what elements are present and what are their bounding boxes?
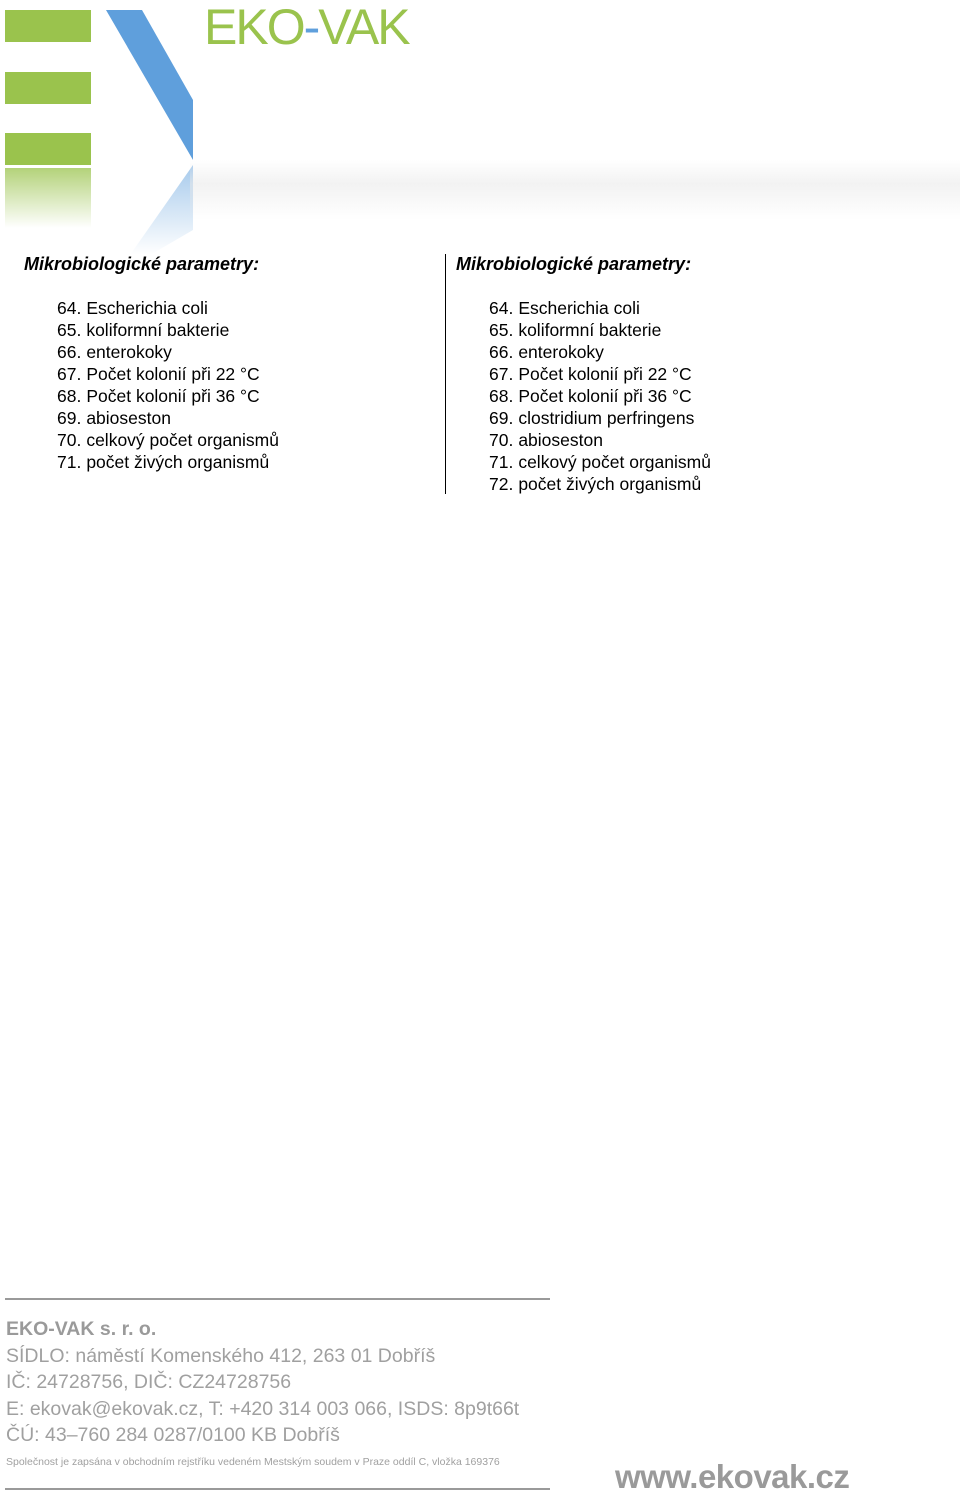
logo-green-bar-reflection [5, 168, 91, 228]
item-number: 67. [57, 364, 82, 384]
item-number: 68. [57, 386, 82, 406]
item-number: 64. [489, 298, 514, 318]
list-item [489, 385, 936, 407]
list-item [489, 429, 936, 451]
list-item [57, 341, 434, 363]
left-column-title: Mikrobiologické parametry: [24, 254, 260, 274]
list-item [489, 363, 936, 385]
list-item [57, 429, 434, 451]
item-number: 68. [489, 386, 514, 406]
item-label: Počet kolonií při 22 °C [86, 364, 260, 384]
item-label: koliformní bakterie [86, 320, 230, 340]
logo-green-bar-3 [5, 133, 91, 165]
item-number: 66. [489, 342, 514, 362]
brand-wordmark [204, 0, 409, 55]
item-label: Počet kolonií při 36 °C [86, 386, 260, 406]
list-item [57, 319, 434, 341]
item-number: 69. [57, 408, 82, 428]
right-parameter-list [456, 297, 936, 495]
item-label: Escherichia coli [518, 298, 640, 318]
list-item [489, 451, 936, 473]
column-divider [445, 254, 446, 494]
item-label: enterokoky [86, 342, 172, 362]
right-parameter-column [456, 252, 936, 495]
item-label: Počet kolonií při 36 °C [518, 386, 692, 406]
list-item [489, 341, 936, 363]
item-label: celkový počet organismů [86, 430, 279, 450]
item-number: 69. [489, 408, 514, 428]
item-label: clostridium perfringens [518, 408, 695, 428]
item-label: abioseston [86, 408, 171, 428]
logo-green-bar-1 [5, 10, 91, 42]
list-item [57, 385, 434, 407]
footer-contact: E: ekovak@ekovak.cz, T: +420 314 003 066, ISDS: 8p9t66t [6, 1397, 520, 1420]
list-item [489, 297, 936, 319]
list-item [489, 473, 936, 495]
footer-bottom-rule [5, 1488, 550, 1490]
brand-wordmark-main: EKO [204, 0, 304, 55]
item-number: 70. [57, 430, 82, 450]
footer-company-ids: IČ: 24728756, DIČ: CZ24728756 [6, 1371, 292, 1393]
item-label: počet živých organismů [86, 452, 270, 472]
list-item [57, 297, 434, 319]
footer-company-info [6, 1316, 519, 1449]
item-number: 66. [57, 342, 82, 362]
left-parameter-column [24, 252, 434, 473]
footer-bank-account: ČÚ: 43–760 284 0287/0100 KB Dobříš [6, 1424, 340, 1446]
list-item [489, 319, 936, 341]
footer-company-name: EKO-VAK s. r. o. [6, 1318, 157, 1340]
footer-top-rule [5, 1298, 550, 1300]
item-number: 71. [489, 452, 514, 472]
item-number: 64. [57, 298, 82, 318]
logo-blue-stroke-reflection [130, 165, 193, 255]
item-label: enterokoky [518, 342, 604, 362]
footer-seat-address: SÍDLO: náměstí Komenského 412, 263 01 Dobříš [6, 1344, 436, 1367]
item-label: Escherichia coli [86, 298, 208, 318]
list-item [57, 451, 434, 473]
header-shade [190, 160, 960, 220]
item-number: 67. [489, 364, 514, 384]
right-column-title: Mikrobiologické parametry: [456, 254, 692, 274]
item-number: 72. [489, 474, 514, 494]
footer-registration-note: Společnost je zapsána v obchodním rejstříku vedeném Mestským soudem v Praze oddíl C, vložka 169376 [6, 1456, 500, 1468]
item-label: abioseston [518, 430, 603, 450]
item-label: koliformní bakterie [518, 320, 662, 340]
logo-blue-stroke [106, 10, 193, 160]
brand-wordmark-end: VAK [318, 0, 409, 55]
list-item [57, 407, 434, 429]
item-number: 70. [489, 430, 514, 450]
item-label: celkový počet organismů [518, 452, 711, 472]
item-number: 65. [57, 320, 82, 340]
list-item [489, 407, 936, 429]
list-item [57, 363, 434, 385]
left-parameter-list [24, 297, 434, 473]
item-label: počet živých organismů [518, 474, 702, 494]
item-number: 65. [489, 320, 514, 340]
footer-website-link[interactable]: www.ekovak.cz [615, 1458, 850, 1495]
logo-green-bar-2 [5, 72, 91, 104]
item-number: 71. [57, 452, 82, 472]
item-label: Počet kolonií při 22 °C [518, 364, 692, 384]
brand-wordmark-dash: - [303, 0, 319, 55]
